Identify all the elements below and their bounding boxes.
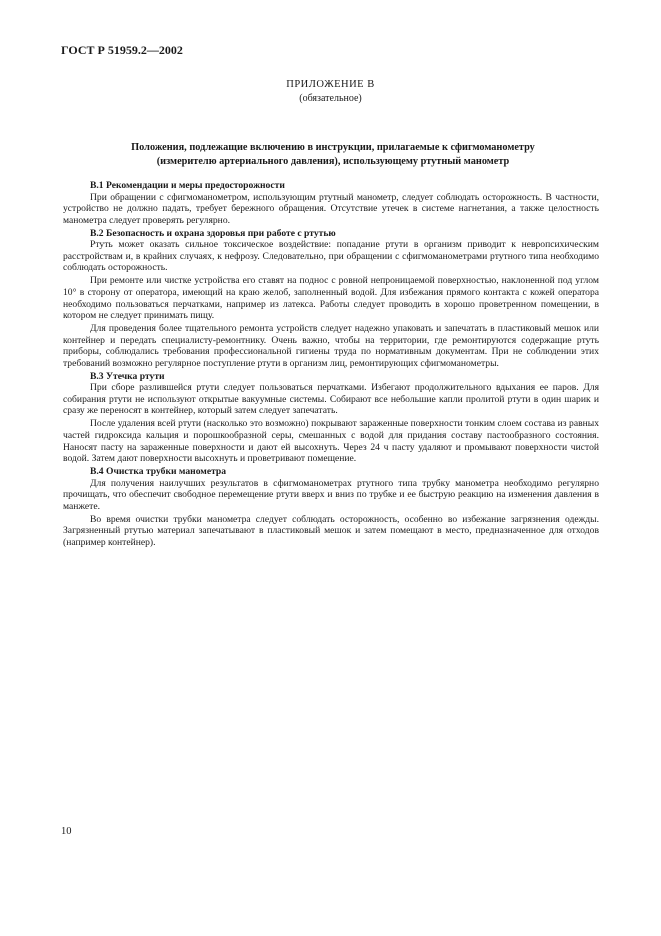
standard-header: ГОСТ Р 51959.2—2002 <box>61 43 183 57</box>
appendix-subtitle: (обязательное) <box>299 93 362 104</box>
section-heading: В.1 Рекомендации и меры предосторожности <box>90 180 285 191</box>
paragraph: Во время очистки трубки манометра следует соблюдать осторожность, особенно во избежание загрязнения одежды. Загрязненный ртутью материал запечатывают в пластиковый мешок и затем помещают в место, предназначенное для отходов (например контейнер). <box>63 513 599 548</box>
document-title <box>90 141 576 168</box>
paragraph: После удаления всей ртути (насколько это возможно) покрывают зараженные поверхности тонким слоем состава из равных частей гидроксида кальция и порошкообразной серы, смешанных с водой для придания составу пастообразного состояния. Наносят пасту на зараженные поверхности и дают ей высохнуть. Через 24 ч пасту удаляют и промывают поверхности чистой водой. Затем дают поверхности высохнуть и проветривают помещение. <box>63 418 599 465</box>
section-b4 <box>63 466 599 548</box>
paragraph: Для проведения более тщательного ремонта устройств следует надежно упаковать и запечатать в пластиковый мешок или контейнер и передать специалисту-ремонтнику. Очень важно, чтобы на территории, где ремонтируются содержащие ртуть приборы, соблюдались требования профессиональной гигиены труда по нормативным документам. При не соблюдении этих требований возможно регулярное поступление ртути в организм лиц, ремонтирующих сфигмоманометры. <box>63 323 599 369</box>
section-b1 <box>63 180 599 226</box>
section-heading: В.3 Утечка ртути <box>90 370 165 382</box>
appendix-title: ПРИЛОЖЕНИЕ В <box>286 79 375 90</box>
document-title-line-1: Положения, подлежащие включению в инструкции, прилагаемые к сфигмоманометру <box>131 142 535 153</box>
paragraph: При ремонте или чистке устройства его ставят на поднос с ровной непроницаемой поверхностью, наклоненной под углом 10° в сторону от оператора, имеющий на краю желоб, заполненный водой. Для избежания прямого контакта с кожей оператора необходимо пользоваться перчатками, например из латекса. Работы следует проводить в хорошо проветренном помещении, в котором не следует принимать пищу. <box>63 275 599 322</box>
section-heading: В.2 Безопасность и охрана здоровья при работе с ртутью <box>90 227 336 239</box>
paragraph: Ртуть может оказать сильное токсическое воздействие: попадание ртути в организм приводит к невропсихическим расстройствам и, в крайних случаях, к нефрозу. Следовательно, при обращении с сфигмоманометрами ртутного типа необходимо соблюдать осторожность. <box>63 239 599 274</box>
document-body <box>63 180 599 550</box>
paragraph: Для получения наилучших результатов в сфигмоманометрах ртутного типа трубку манометра необходимо регулярно прочищать, что обеспечит свободное перемещение ртути вверх и вниз по трубке и ее быструю реакцию на изменения давления в манжете. <box>63 477 599 512</box>
document-title-line-2: (измерителю артериального давления), использующему ртутный манометр <box>156 155 510 167</box>
page-number: 10 <box>61 826 72 837</box>
paragraph: При обращении с сфигмоманометром, использующим ртутный манометр, следует соблюдать осторожность. В частности, устройство не должно падать, требует бережного обращения. Отсутствие утечек в системе нагнетания, а также целостность манометра следует проверять регулярно. <box>63 191 599 226</box>
section-heading: В.4 Очистка трубки манометра <box>90 466 227 478</box>
paragraph: При сборе разлившейся ртути следует пользоваться перчатками. Избегают продолжительного вдыхания ее паров. Для собирания ртути не используют открытые вакуумные системы. Собирают все небольшие капли пролитой ртути в один шарик и сразу же переносят в контейнер, который затем следует запечатать. <box>63 382 599 417</box>
section-b3 <box>63 371 599 465</box>
section-b2 <box>63 228 599 370</box>
